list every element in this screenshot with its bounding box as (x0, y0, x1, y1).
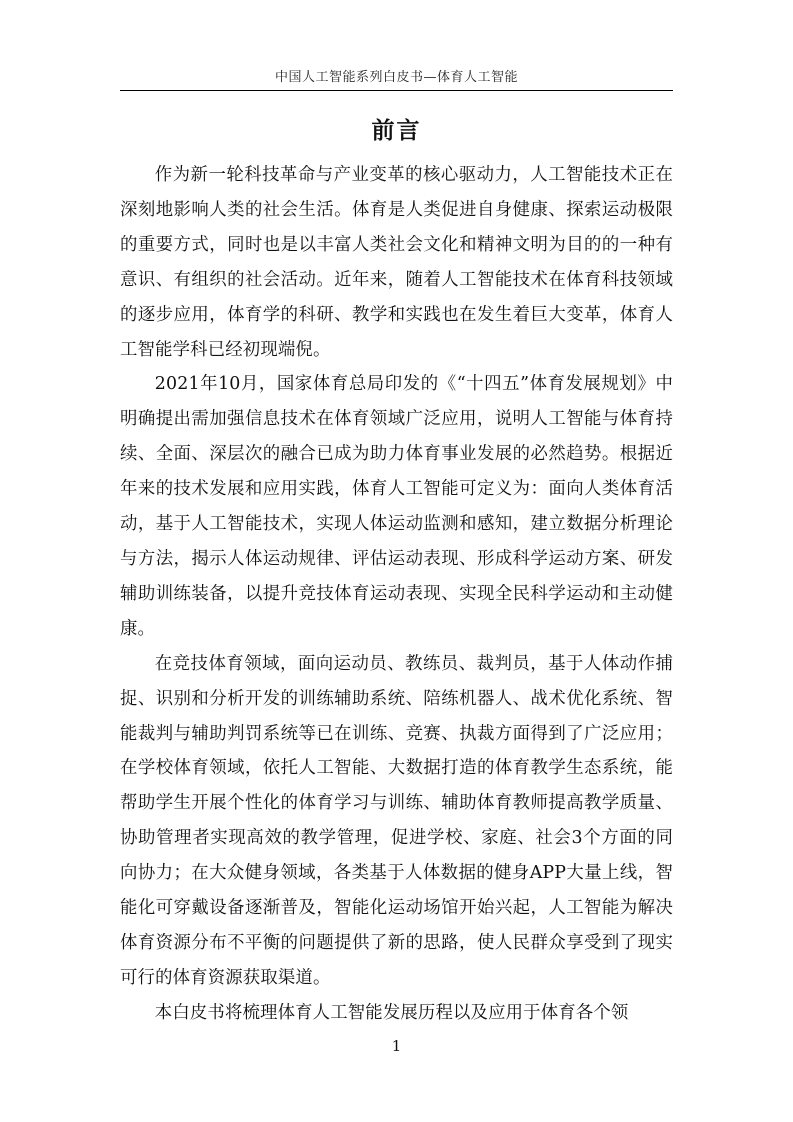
header-divider (120, 90, 673, 91)
section-title: 前言 (371, 117, 422, 144)
paragraph-3: 在竞技体育领域，面向运动员、教练员、裁判员，基于人体动作捕捉、识别和分析开发的训练辅助系统、陪练机器人、战术优化系统、智能裁判与辅助判罚系统等已在训练、竞赛、执裁方面得到了广泛应用；在学校体育领域，依托人工智能、大数据打造的体育教学生态系统，能帮助学生开展个性化的体育学习与训练、辅助体育教师提高教学质量、协助管理者实现高效的教学管理，促进学校、家庭、社会3个方面的同向协力；在大众健身领域，各类基于人体数据的健身APP大量上线，智能化可穿戴设备逐渐普及，智能化运动场馆开始兴起，人工智能为解决体育资源分布不平衡的问题提供了新的思路，使人民群众享受到了现实可行的体育资源获取渠道。 (120, 653, 673, 988)
body-text (120, 158, 673, 1031)
page-number: 1 (391, 1037, 402, 1055)
paragraph-4: 本白皮书将梳理体育人工智能发展历程以及应用于体育各个领 (154, 1002, 629, 1023)
running-header: 中国人工智能系列白皮书—体育人工智能 (274, 70, 518, 85)
paragraph-2: 2021年10月，国家体育总局印发的《“十四五”体育发展规划》中明确提出需加强信息技术在体育领域广泛应用，说明人工智能与体育持续、全面、深层次的融合已成为助力体育事业发展的必然趋势。根据近年来的技术发展和应用实践，体育人工智能可定义为：面向人类体育活动，基于人工智能技术，实现人体运动监测和感知，建立数据分析理论与方法，揭示人体运动规律、评估运动表现、形成科学运动方案、研发辅助训练装备，以提升竞技体育运动表现、实现全民科学运动和主动健康。 (120, 374, 673, 639)
paragraph-1: 作为新一轮科技革命与产业变革的核心驱动力，人工智能技术正在深刻地影响人类的社会生活。体育是人类促进自身健康、探索运动极限的重要方式，同时也是以丰富人类社会文化和精神文明为目的的一种有意识、有组织的社会活动。近年来，随着人工智能技术在体育科技领域的逐步应用，体育学的科研、教学和实践也在发生着巨大变革，体育人工智能学科已经初现端倪。 (120, 165, 673, 360)
